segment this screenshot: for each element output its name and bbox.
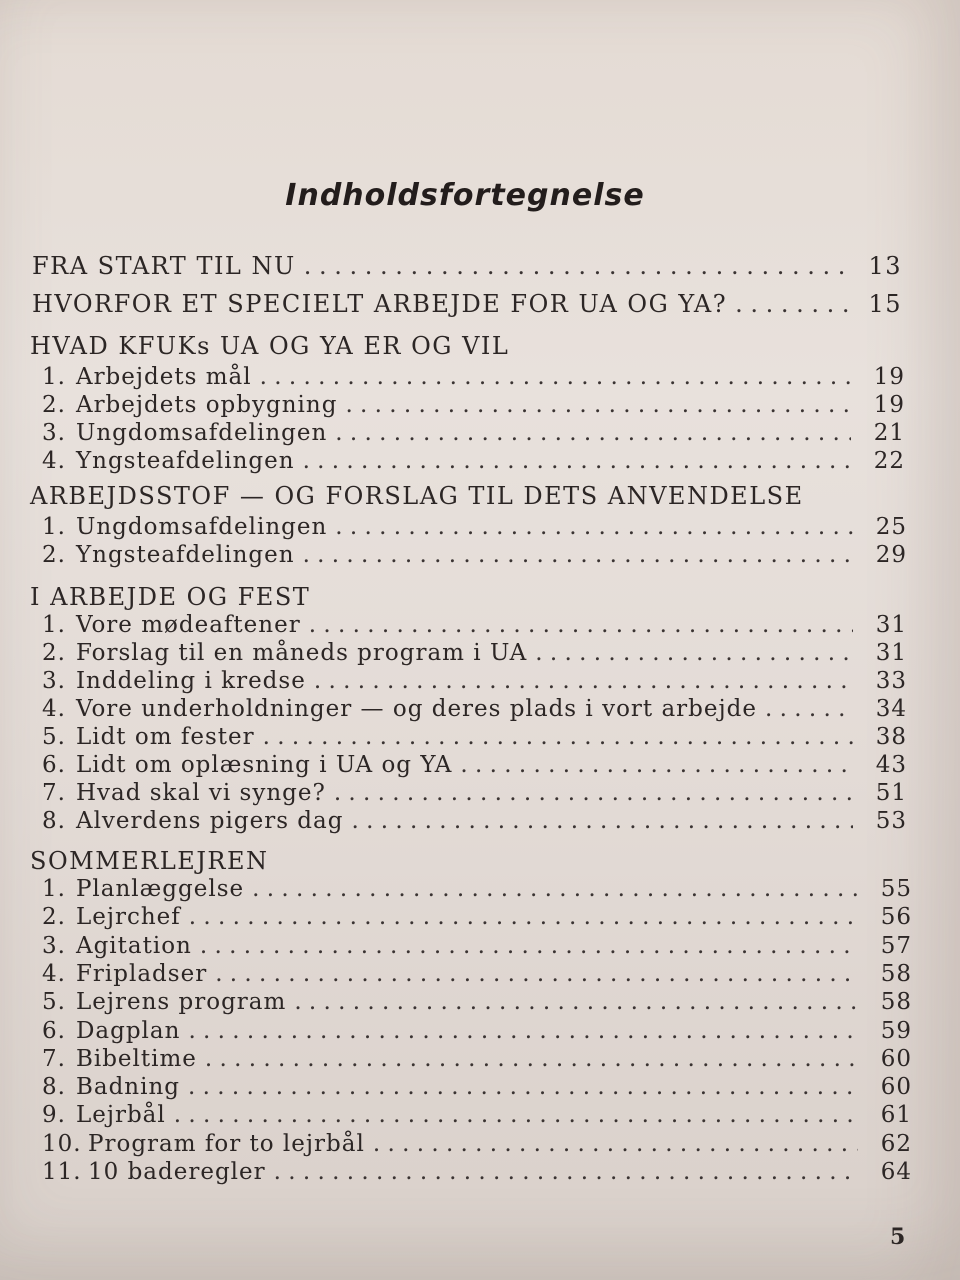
entry-number: 9. — [42, 1102, 66, 1129]
entry-number: 2. — [42, 392, 66, 418]
entry-number: 8. — [42, 1074, 66, 1101]
entry-page-number: 61 — [880, 1102, 912, 1129]
entry-label: Hvad skal vi synge? — [75, 780, 326, 806]
entry-page-number: 56 — [880, 904, 912, 931]
toc-entry — [32, 290, 902, 318]
entry-label: Lejrbål — [75, 1102, 166, 1129]
entry-number: 8. — [42, 808, 66, 834]
toc-entry — [42, 420, 905, 446]
entry-page-number: 34 — [875, 696, 907, 722]
toc-entry — [42, 876, 912, 902]
entry-number: 5. — [42, 724, 66, 750]
section-heading: ARBEJDSSTOF — OG FORSLAG TIL DETS ANVENDELSE — [30, 482, 804, 510]
dot-leader — [252, 876, 858, 902]
entry-number: 2. — [42, 904, 66, 931]
dot-leader — [765, 696, 853, 722]
entry-label: Lidt om fester — [75, 724, 255, 750]
toc-entry — [42, 542, 907, 568]
entry-label: HVORFOR ET SPECIELT ARBEJDE FOR UA OG YA? — [32, 290, 728, 318]
dot-leader — [200, 933, 858, 959]
toc-entry — [42, 780, 907, 806]
entry-page-number: 19 — [873, 392, 905, 418]
entry-number: 1. — [42, 612, 66, 638]
entry-number: 4. — [42, 448, 66, 474]
entry-label: Forslag til en måneds program i UA — [75, 640, 528, 666]
entry-page-number: 59 — [880, 1017, 912, 1044]
entry-label: Dagplan — [75, 1017, 181, 1044]
dot-leader — [188, 1018, 858, 1044]
toc-entry — [42, 752, 907, 778]
toc-entry — [42, 668, 907, 694]
dot-leader — [189, 904, 858, 930]
toc-entry — [42, 989, 912, 1015]
dot-leader — [373, 1131, 858, 1157]
dot-leader — [314, 668, 853, 694]
dot-leader — [334, 780, 853, 806]
toc-entry — [42, 392, 905, 418]
entry-label: Fripladser — [75, 960, 208, 987]
entry-number: 10. — [42, 1130, 82, 1157]
dot-leader — [535, 640, 853, 666]
dot-leader — [174, 1102, 858, 1128]
entry-label: Badning — [75, 1074, 180, 1101]
entry-label: Inddeling i kredse — [75, 668, 306, 694]
entry-page-number: 64 — [880, 1159, 912, 1185]
entry-number: 3. — [42, 932, 66, 959]
dot-leader — [205, 1046, 858, 1072]
entry-number: 7. — [42, 1045, 66, 1072]
toc-entry — [42, 904, 912, 930]
entry-page-number: 15 — [868, 290, 902, 318]
dot-leader — [260, 364, 851, 390]
entry-page-number: 53 — [875, 808, 907, 834]
dot-leader — [735, 290, 848, 318]
entry-page-number: 55 — [880, 876, 912, 902]
toc-entry — [42, 448, 905, 474]
entry-number: 7. — [42, 780, 66, 806]
dot-leader — [188, 1074, 858, 1100]
toc-entry — [42, 1131, 912, 1157]
entry-label: Planlæggelse — [75, 876, 245, 902]
toc-entry — [42, 612, 907, 638]
dot-leader — [263, 724, 853, 750]
entry-number: 1. — [42, 514, 66, 540]
toc-entry — [32, 252, 902, 280]
section-heading: HVAD KFUKs UA OG YA ER OG VIL — [30, 332, 510, 360]
entry-label: Lidt om oplæsning i UA og YA — [75, 752, 453, 778]
toc-entry — [42, 1046, 912, 1072]
entry-number: 1. — [42, 876, 66, 902]
toc-entry — [42, 364, 905, 390]
entry-page-number: 62 — [880, 1130, 912, 1157]
entry-page-number: 43 — [875, 752, 907, 778]
dot-leader — [215, 961, 858, 987]
entry-label: Ungdomsafdelingen — [75, 420, 328, 446]
entry-label: Lejrens program — [75, 989, 287, 1016]
entry-page-number: 31 — [875, 640, 907, 666]
entry-label: Yngsteafdelingen — [75, 542, 295, 568]
entry-page-number: 33 — [875, 668, 907, 694]
entry-number: 4. — [42, 960, 66, 987]
entry-label: Alverdens pigers dag — [75, 808, 344, 834]
toc-entry — [42, 724, 907, 750]
entry-label: FRA START TIL NU — [32, 252, 296, 280]
entry-label: 10 baderegler — [88, 1159, 266, 1185]
entry-number: 2. — [42, 542, 66, 568]
toc-entry — [42, 640, 907, 666]
entry-number: 4. — [42, 696, 66, 722]
toc-entry — [42, 696, 907, 722]
entry-page-number: 31 — [875, 612, 907, 638]
entry-page-number: 58 — [880, 989, 912, 1016]
entry-number: 3. — [42, 668, 66, 694]
entry-page-number: 13 — [868, 252, 902, 280]
toc-entry — [42, 1102, 912, 1128]
entry-number: 3. — [42, 420, 66, 446]
entry-label: Agitation — [75, 932, 192, 959]
entry-number: 1. — [42, 364, 66, 390]
toc-entry — [42, 1018, 912, 1044]
entry-number: 2. — [42, 640, 66, 666]
entry-page-number: 60 — [880, 1074, 912, 1101]
dot-leader — [304, 252, 848, 280]
dot-leader — [335, 514, 853, 540]
entry-label: Lejrchef — [75, 904, 181, 931]
toc-entry — [42, 1074, 912, 1100]
entry-page-number: 60 — [880, 1045, 912, 1072]
entry-label: Yngsteafdelingen — [75, 448, 295, 474]
entry-number: 5. — [42, 989, 66, 1016]
dot-leader — [274, 1159, 858, 1185]
entry-number: 6. — [42, 752, 66, 778]
entry-page-number: 29 — [875, 542, 907, 568]
toc-entry — [42, 961, 912, 987]
dot-leader — [351, 808, 853, 834]
section-heading: I ARBEJDE OG FEST — [30, 583, 311, 611]
entry-page-number: 25 — [875, 514, 907, 540]
dot-leader — [309, 612, 853, 638]
entry-label: Arbejdets opbygning — [75, 392, 338, 418]
entry-label: Program for to lejrbål — [88, 1130, 365, 1157]
page-title: Indholdsfortegnelse — [285, 178, 645, 213]
toc-entry — [42, 514, 907, 540]
dot-leader — [345, 392, 851, 418]
dot-leader — [303, 448, 851, 474]
entry-page-number: 58 — [880, 960, 912, 987]
entry-label: Bibeltime — [75, 1045, 197, 1072]
entry-page-number: 21 — [873, 420, 905, 446]
entry-label: Vore underholdninger — og deres plads i vort arbejde — [75, 696, 757, 722]
toc-entry — [42, 808, 907, 834]
entry-number: 6. — [42, 1017, 66, 1044]
entry-number: 11. — [42, 1159, 82, 1185]
dot-leader — [460, 752, 853, 778]
page-folio: 5 — [890, 1224, 906, 1250]
entry-page-number: 51 — [875, 780, 907, 806]
entry-label: Arbejdets mål — [75, 364, 252, 390]
dot-leader — [335, 420, 851, 446]
section-heading: SOMMERLEJREN — [30, 847, 269, 875]
toc-entry — [42, 1159, 912, 1185]
toc-entry — [42, 933, 912, 959]
entry-page-number: 22 — [873, 448, 905, 474]
dot-leader — [294, 989, 858, 1015]
entry-page-number: 57 — [880, 932, 912, 959]
entry-label: Ungdomsafdelingen — [75, 514, 328, 540]
entry-page-number: 19 — [873, 364, 905, 390]
entry-page-number: 38 — [875, 724, 907, 750]
dot-leader — [303, 542, 853, 568]
entry-label: Vore mødeaftener — [75, 612, 301, 638]
